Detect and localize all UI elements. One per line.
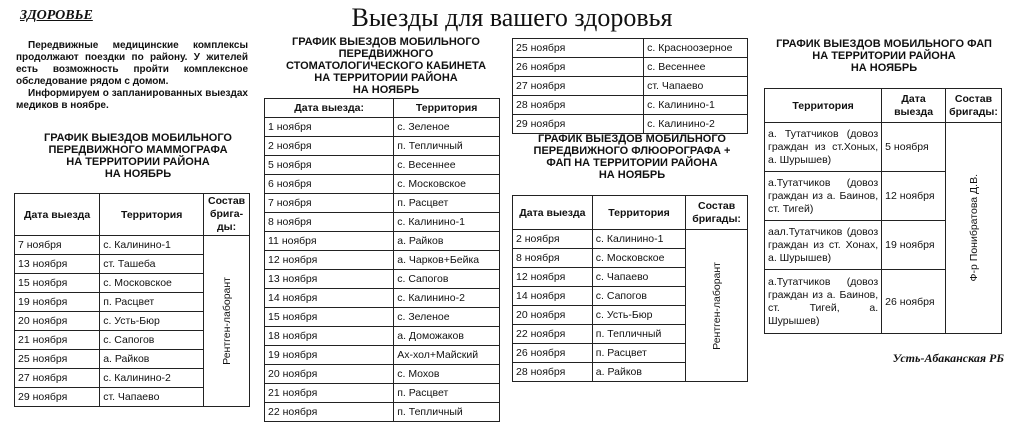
table-row (265, 308, 500, 327)
title-line: ПЕРЕДВИЖНОГО МАММОГРАФА (48, 144, 228, 156)
col-header-date: Дата выезда (15, 194, 100, 236)
date-cell: 22 ноября (265, 403, 394, 422)
mammograph-table (14, 193, 250, 407)
title-line: ГРАФИК ВЫЕЗДОВ МОБИЛЬНОГО (292, 36, 480, 48)
table-row (265, 118, 500, 137)
date-cell: 13 ноября (15, 255, 100, 274)
table-row (265, 346, 500, 365)
date-cell: 19 ноября (15, 293, 100, 312)
territory-cell: с. Калинино-1 (100, 236, 204, 255)
team-cell (204, 236, 250, 407)
title-line: НА ТЕРРИТОРИИ РАЙОНА (812, 50, 956, 62)
fap-title (766, 38, 1002, 74)
date-cell: 11 ноября (265, 232, 394, 251)
territory-cell: а. Доможаков (394, 327, 500, 346)
territory-cell: Ах-хол+Майский (394, 346, 500, 365)
territory-cell: с. Калинино-2 (644, 115, 748, 134)
date-cell: 13 ноября (265, 270, 394, 289)
table-row (265, 384, 500, 403)
col-header-territory: Территория (100, 194, 204, 236)
date-cell: 15 ноября (265, 308, 394, 327)
table-row (265, 251, 500, 270)
date-cell: 19 ноября (882, 221, 946, 270)
territory-cell: с. Усть-Бюр (100, 312, 204, 331)
team-cell (946, 123, 1002, 334)
fluoro-table (512, 195, 748, 382)
territory-cell: а. Райков (592, 363, 685, 382)
territory-cell: п. Тепличный (394, 137, 500, 156)
table-row (765, 123, 1002, 172)
territory-cell: п. Расцвет (394, 384, 500, 403)
col-header-territory: Территория (765, 89, 882, 123)
col-header-team: Состав бригады: (946, 89, 1002, 123)
date-cell: 5 ноября (882, 123, 946, 172)
date-cell: 20 ноября (265, 365, 394, 384)
title-line: ПЕРЕДВИЖНОГО (338, 48, 434, 60)
date-cell: 29 ноября (15, 388, 100, 407)
title-line: ПЕРЕДВИЖНОГО ФЛЮОРОГРАФА + (533, 145, 731, 157)
table-row (265, 289, 500, 308)
date-cell: 20 ноября (15, 312, 100, 331)
territory-cell: с. Весеннее (394, 156, 500, 175)
date-cell: 26 ноября (513, 58, 644, 77)
date-cell: 2 ноября (265, 137, 394, 156)
territory-cell: ст. Чапаево (100, 388, 204, 407)
date-cell: 12 ноября (513, 268, 593, 287)
title-line: ГРАФИК ВЫЕЗДОВ МОБИЛЬНОГО (44, 132, 232, 144)
date-cell: 27 ноября (15, 369, 100, 388)
title-line: НА НОЯБРЬ (598, 169, 666, 181)
signature: Усть-Абаканская РБ (892, 351, 1004, 365)
table-row (513, 115, 748, 134)
date-cell: 12 ноября (265, 251, 394, 270)
fap-table (764, 88, 1002, 334)
territory-cell: а. Райков (100, 350, 204, 369)
territory-cell: ст. Чапаево (644, 77, 748, 96)
date-cell: 26 ноября (882, 270, 946, 334)
date-cell: 14 ноября (513, 287, 593, 306)
territory-cell: а.Тутатчиков (довоз граждан из а. Баинов, ст. Тигей) (765, 172, 882, 221)
table-row (513, 77, 748, 96)
date-cell: 21 ноября (15, 331, 100, 350)
team-cell (686, 230, 748, 382)
territory-cell: с. Калинино-1 (394, 213, 500, 232)
territory-cell: аал.Тутатчиков (довоз граждан из ст. Хонах, а. Шурышев) (765, 221, 882, 270)
territory-cell: с. Чапаево (592, 268, 685, 287)
date-cell: 14 ноября (265, 289, 394, 308)
date-cell: 19 ноября (265, 346, 394, 365)
territory-cell: а. Райков (394, 232, 500, 251)
mammograph-title (18, 132, 258, 180)
table-row (265, 270, 500, 289)
col-header-territory: Территория (394, 99, 500, 118)
territory-cell: п. Расцвет (394, 194, 500, 213)
intro-paragraph: Информируем о запланированных выездах медиков в ноябре. (16, 88, 248, 111)
col-header-date: Дата выезда (513, 196, 593, 230)
territory-cell: с. Весеннее (644, 58, 748, 77)
col-header-territory: Территория (592, 196, 685, 230)
table-row (513, 58, 748, 77)
date-cell: 18 ноября (265, 327, 394, 346)
title-line: СТОМАТОЛОГИЧЕСКОГО КАБИНЕТА (285, 60, 487, 72)
territory-cell: ст. Ташеба (100, 255, 204, 274)
dental-table-continued (512, 38, 748, 134)
title-line: НА НОЯБРЬ (850, 62, 918, 74)
territory-cell: с. Московское (100, 274, 204, 293)
title-line: НА ТЕРРИТОРИИ РАЙОНА (66, 156, 210, 168)
territory-cell: а. Тутатчиков (довоз граждан из ст.Хоных, а. Шурышев) (765, 123, 882, 172)
intro-paragraph: Передвижные медицинские комплексы продолжают поездки по району. У жителей есть возможность пройти комплексное обследование рядом с домом. (16, 40, 248, 87)
table-row (265, 327, 500, 346)
territory-cell: с. Московское (592, 249, 685, 268)
title-line: ФАП НА ТЕРРИТОРИИ РАЙОНА (546, 157, 718, 169)
fluoro-title (514, 133, 750, 181)
team-label: Рентген-лаборант (220, 277, 233, 365)
date-cell: 20 ноября (513, 306, 593, 325)
title-line: НА ТЕРРИТОРИИ РАЙОНА (314, 72, 458, 84)
table-row (513, 230, 748, 249)
table-row (265, 213, 500, 232)
territory-cell: с. Зеленое (394, 118, 500, 137)
date-cell: 21 ноября (265, 384, 394, 403)
title-line: ГРАФИК ВЫЕЗДОВ МОБИЛЬНОГО (538, 133, 726, 145)
date-cell: 29 ноября (513, 115, 644, 134)
territory-cell: с. Сапогов (394, 270, 500, 289)
intro-text (16, 40, 248, 112)
territory-cell: с. Калинино-2 (100, 369, 204, 388)
team-label: Ф-р Понибратова Д.В. (967, 174, 980, 282)
dental-title (262, 36, 510, 96)
date-cell: 7 ноября (15, 236, 100, 255)
col-header-date: Дата выезда (882, 89, 946, 123)
table-row (265, 194, 500, 213)
territory-cell: с. Сапогов (592, 287, 685, 306)
table-row (513, 96, 748, 115)
title-line: НА НОЯБРЬ (104, 168, 172, 180)
table-row (265, 365, 500, 384)
territory-cell: с. Зеленое (394, 308, 500, 327)
date-cell: 1 ноября (265, 118, 394, 137)
date-cell: 26 ноября (513, 344, 593, 363)
date-cell: 5 ноября (265, 156, 394, 175)
date-cell: 8 ноября (265, 213, 394, 232)
dental-table (264, 98, 500, 422)
date-cell: 8 ноября (513, 249, 593, 268)
territory-cell: п. Тепличный (394, 403, 500, 422)
table-row (265, 156, 500, 175)
col-header-date: Дата выезда: (265, 99, 394, 118)
date-cell: 25 ноября (15, 350, 100, 369)
title-line: ГРАФИК ВЫЕЗДОВ МОБИЛЬНОГО ФАП (776, 38, 992, 50)
date-cell: 28 ноября (513, 363, 593, 382)
territory-cell: с. Калинино-1 (592, 230, 685, 249)
title-line: НА НОЯБРЬ (352, 84, 420, 96)
territory-cell: п. Тепличный (592, 325, 685, 344)
territory-cell: с. Калинино-2 (394, 289, 500, 308)
date-cell: 6 ноября (265, 175, 394, 194)
territory-cell: а.Тутатчиков (довоз граждан из а. Баинов, ст. Тигей, а. Шурышев) (765, 270, 882, 334)
date-cell: 28 ноября (513, 96, 644, 115)
table-row (265, 232, 500, 251)
territory-cell: а. Чарков+Бейка (394, 251, 500, 270)
col-header-team: Состав брига-ды: (204, 194, 250, 236)
date-cell: 2 ноября (513, 230, 593, 249)
date-cell: 25 ноября (513, 39, 644, 58)
date-cell: 12 ноября (882, 172, 946, 221)
page-title: Выезды для вашего здоровья (351, 3, 673, 32)
date-cell: 7 ноября (265, 194, 394, 213)
territory-cell: с. Московское (394, 175, 500, 194)
territory-cell: с. Мохов (394, 365, 500, 384)
team-label: Рентген-лаборант (710, 261, 723, 350)
table-row (513, 39, 748, 58)
territory-cell: п. Расцвет (100, 293, 204, 312)
table-row (265, 175, 500, 194)
table-row (265, 403, 500, 422)
territory-cell: с. Сапогов (100, 331, 204, 350)
table-row (265, 137, 500, 156)
territory-cell: с. Усть-Бюр (592, 306, 685, 325)
territory-cell: п. Расцвет (592, 344, 685, 363)
date-cell: 15 ноября (15, 274, 100, 293)
col-header-team: Состав бригады: (686, 196, 748, 230)
date-cell: 27 ноября (513, 77, 644, 96)
territory-cell: с. Калинино-1 (644, 96, 748, 115)
territory-cell: с. Красноозерное (644, 39, 748, 58)
section-label: ЗДОРОВЬЕ (20, 8, 93, 23)
table-row (15, 236, 250, 255)
date-cell: 22 ноября (513, 325, 593, 344)
